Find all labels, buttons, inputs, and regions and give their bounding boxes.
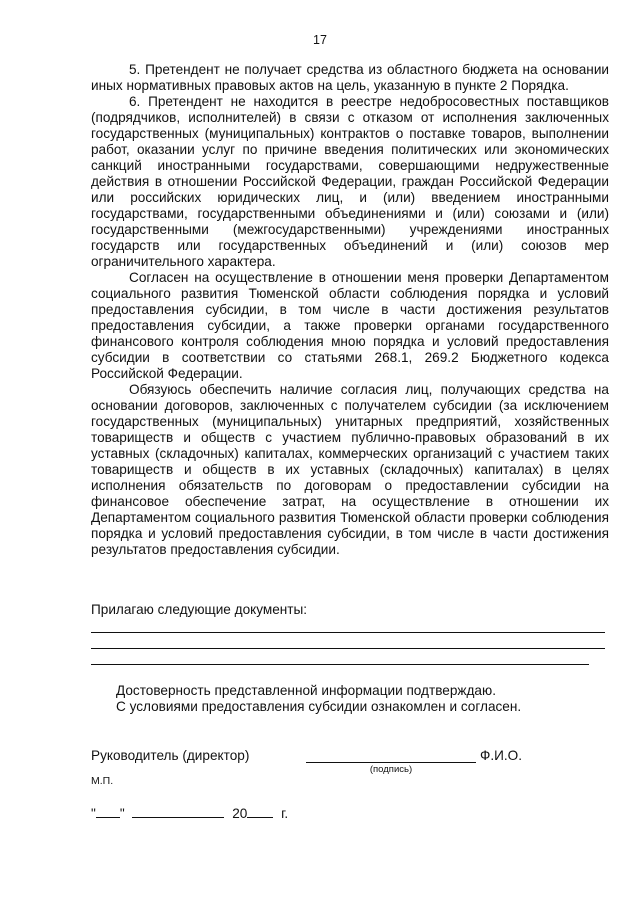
paragraph-consent-check: Согласен на осуществление в отношении меня проверки Департаментом социального развития Тюменской области соблюдения порядка и условий предоставления субсидии, в том числе в части достижения результатов предоставления субсидии, а также проверки органами государственного финансового контроля соблюдения мною порядка и условий предоставления субсидии в соответствии со статьями 268.1, 269.2 Бюджетного кодекса Российской Федерации. (91, 270, 609, 381)
signer-role-label: Руководитель (директор) (91, 748, 250, 763)
paragraph-obligation: Обязуюсь обеспечить наличие согласия лиц, получающих средства на основании договоров, заключенных с получателем субсидии (за исключением государственных (муниципальных) унитарных предприятий, хозяйственных товариществ и обществ с участием публично-правовых образований в их уставных (складочных) капиталах, коммерческих организаций с участием таких товариществ и обществ в их уставных (складочных) капиталах) в целях исполнения обязательств по договорам о предоставлении субсидии на финансовое обеспечение затрат, на осуществление в отношении их Департаментом социального развития Тюменской области проверки соблюдения порядка и условий предоставления субсидии, в том числе в части достижения результатов предоставления субсидии. (91, 382, 609, 557)
confirmation-line-2: С условиями предоставления субсидии ознакомлен и согласен. (116, 699, 522, 714)
document-body (91, 62, 609, 558)
date-month-field[interactable] (132, 805, 224, 818)
date-year-field[interactable] (247, 805, 273, 818)
stamp-label: М.П. (91, 775, 114, 787)
date-year-suffix: г. (281, 806, 289, 821)
date-open-quote: " (91, 806, 96, 821)
paragraph-6: 6. Претендент не находится в реестре недобросовестных поставщиков (подрядчиков, исполнителей) в связи с отказом от исполнения заключенных государственных (муниципальных) контрактов о поставке товаров, выполнении работ, оказании услуг по причине введения политических или экономических санкций иностранными государствами, совершающими недружественные действия в отношении Российской Федерации, граждан Российской Федерации или российских юридических лиц, и (или) введением иностранными государствами, государственными объединениями и (или) союзами и (или) государственными (межгосударственными) учреждениями иностранных государств или государственных объединений и (или) союзов мер ограничительного характера. (91, 94, 609, 269)
signature-caption: (подпись) (369, 764, 413, 775)
paragraph-5: 5. Претендент не получает средства из областного бюджета на основании иных нормативных правовых актов на цель, указанную в пункте 2 Порядка. (91, 62, 609, 93)
date-year-prefix: 20 (232, 806, 248, 821)
page-number: 17 (313, 33, 327, 47)
attachment-line-2[interactable] (91, 648, 605, 649)
signature-line[interactable] (306, 762, 476, 763)
attachment-line-3[interactable] (91, 664, 589, 665)
signer-name-label: Ф.И.О. (480, 748, 523, 763)
attachment-line-1[interactable] (91, 632, 605, 633)
confirmation-line-1: Достоверность представленной информации подтверждаю. (116, 683, 496, 698)
date-close-quote: " (119, 806, 125, 821)
date-day-field[interactable] (96, 805, 120, 818)
attachments-label: Прилагаю следующие документы: (91, 602, 308, 617)
date-row (91, 805, 288, 821)
